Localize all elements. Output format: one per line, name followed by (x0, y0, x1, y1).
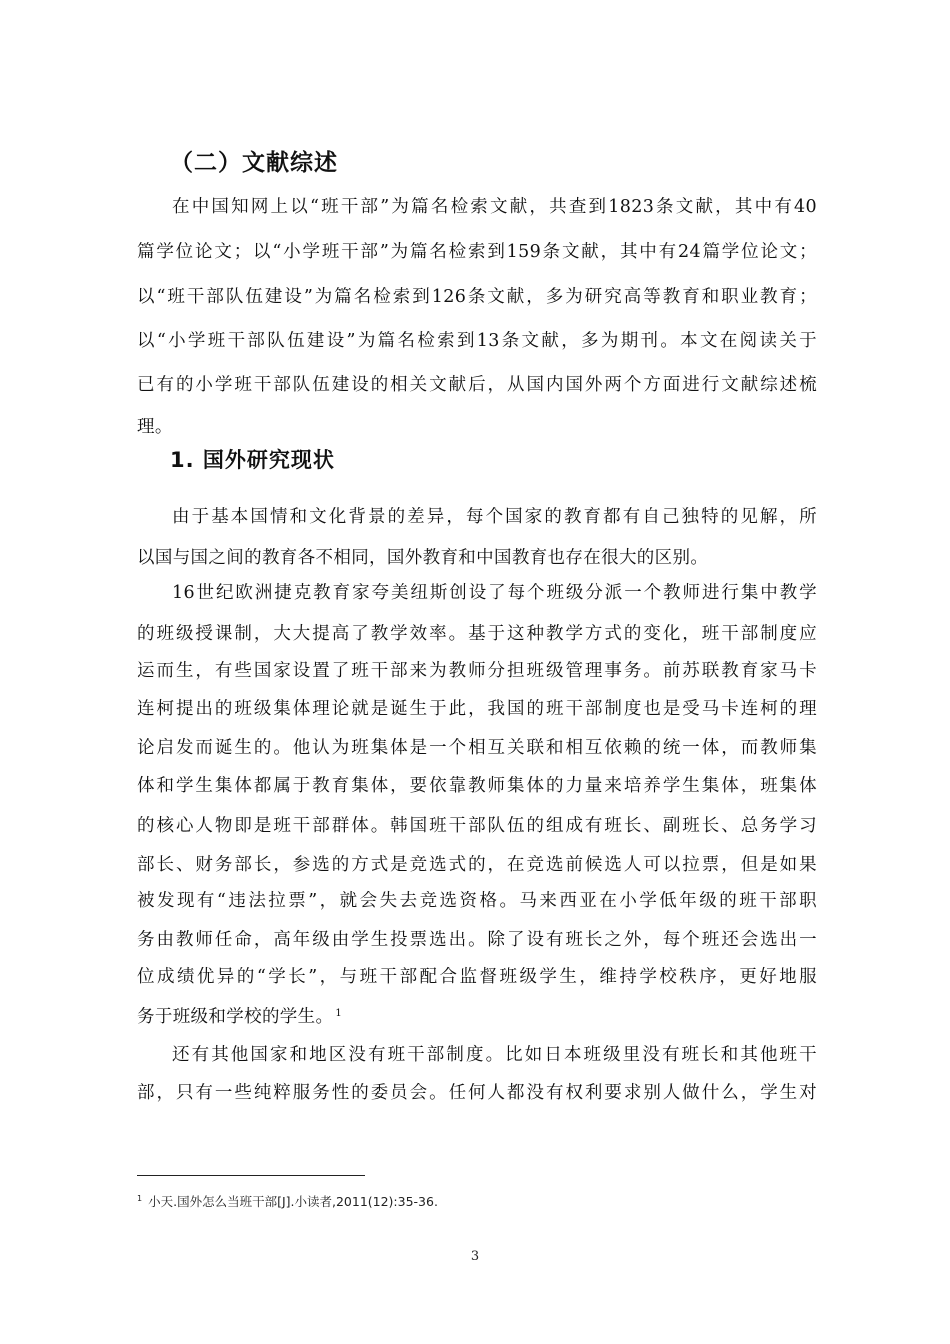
text-line: 以“小学班干部队伍建设”为篇名检索到13条文献，多为期刊。本文在阅读关于 (137, 331, 817, 351)
text-line: 由于基本国情和文化背景的差异，每个国家的教育都有自己独特的见解，所 (172, 507, 817, 527)
text-line: 部，只有一些纯粹服务性的委员会。任何人都没有权利要求别人做什么，学生对 (137, 1083, 817, 1103)
text-line: 论启发而诞生的。他认为班集体是一个相互关联和相互依赖的统一体，而教师集 (137, 738, 817, 758)
text-line: 部长、财务部长，参选的方式是竞选式的，在竞选前候选人可以拉票，但是如果 (137, 855, 817, 875)
text-line: 以国与国之间的教育各不相同，国外教育和中国教育也存在很大的区别。 (137, 548, 709, 568)
text-line: 以“班干部队伍建设”为篇名检索到126条文献，多为研究高等教育和职业教育； (137, 287, 817, 307)
text-span: 务于班级和学校的学生。 (137, 1007, 334, 1027)
text-line: 连柯提出的班级集体理论就是诞生于此，我国的班干部制度也是受马卡连柯的理 (137, 699, 817, 719)
section-heading: （二）文献综述 (170, 150, 338, 176)
text-line: 16世纪欧洲捷克教育家夸美纽斯创设了每个班级分派一个教师进行集中教学 (172, 583, 817, 603)
footnote-mark: 1 (137, 1194, 143, 1203)
text-line: 的班级授课制，大大提高了教学效率。基于这种教学方式的变化，班干部制度应 (137, 624, 817, 644)
text-line: 运而生，有些国家设置了班干部来为教师分担班级管理事务。前苏联教育家马卡 (137, 661, 817, 681)
text-line: 务由教师任命，高年级由学生投票选出。除了设有班长之外，每个班还会选出一 (137, 930, 817, 950)
page-number: 3 (470, 1249, 480, 1264)
footnote-reference[interactable]: 1 (335, 1008, 343, 1019)
footnote-text: 小天.国外怎么当班干部[J].小读者,2011(12):35-36. (148, 1194, 438, 1209)
text-line: 还有其他国家和地区没有班干部制度。比如日本班级里没有班长和其他班干 (172, 1045, 817, 1065)
text-line: 已有的小学班干部队伍建设的相关文献后，从国内国外两个方面进行文献综述梳 (137, 375, 817, 395)
text-line: 在中国知网上以“班干部”为篇名检索文献，共查到1823条文献，其中有40 (172, 197, 817, 217)
text-line: 被发现有“违法拉票”，就会失去竞选资格。马来西亚在小学低年级的班干部职 (137, 891, 817, 911)
text-line (137, 1002, 817, 1029)
footnote-separator (137, 1175, 365, 1176)
subsection-heading: 1. 国外研究现状 (170, 448, 335, 472)
text-line: 体和学生集体都属于教育集体，要依靠教师集体的力量来培养学生集体，班集体 (137, 776, 817, 796)
text-line: 理。 (137, 417, 173, 437)
text-line: 位成绩优异的“学长”，与班干部配合监督班级学生，维持学校秩序，更好地服 (137, 967, 817, 987)
text-line: 的核心人物即是班干部群体。韩国班干部队伍的组成有班长、副班长、总务学习 (137, 816, 817, 836)
footnote (137, 1190, 817, 1211)
text-line: 篇学位论文；以“小学班干部”为篇名检索到159条文献，其中有24篇学位论文； (137, 242, 817, 262)
